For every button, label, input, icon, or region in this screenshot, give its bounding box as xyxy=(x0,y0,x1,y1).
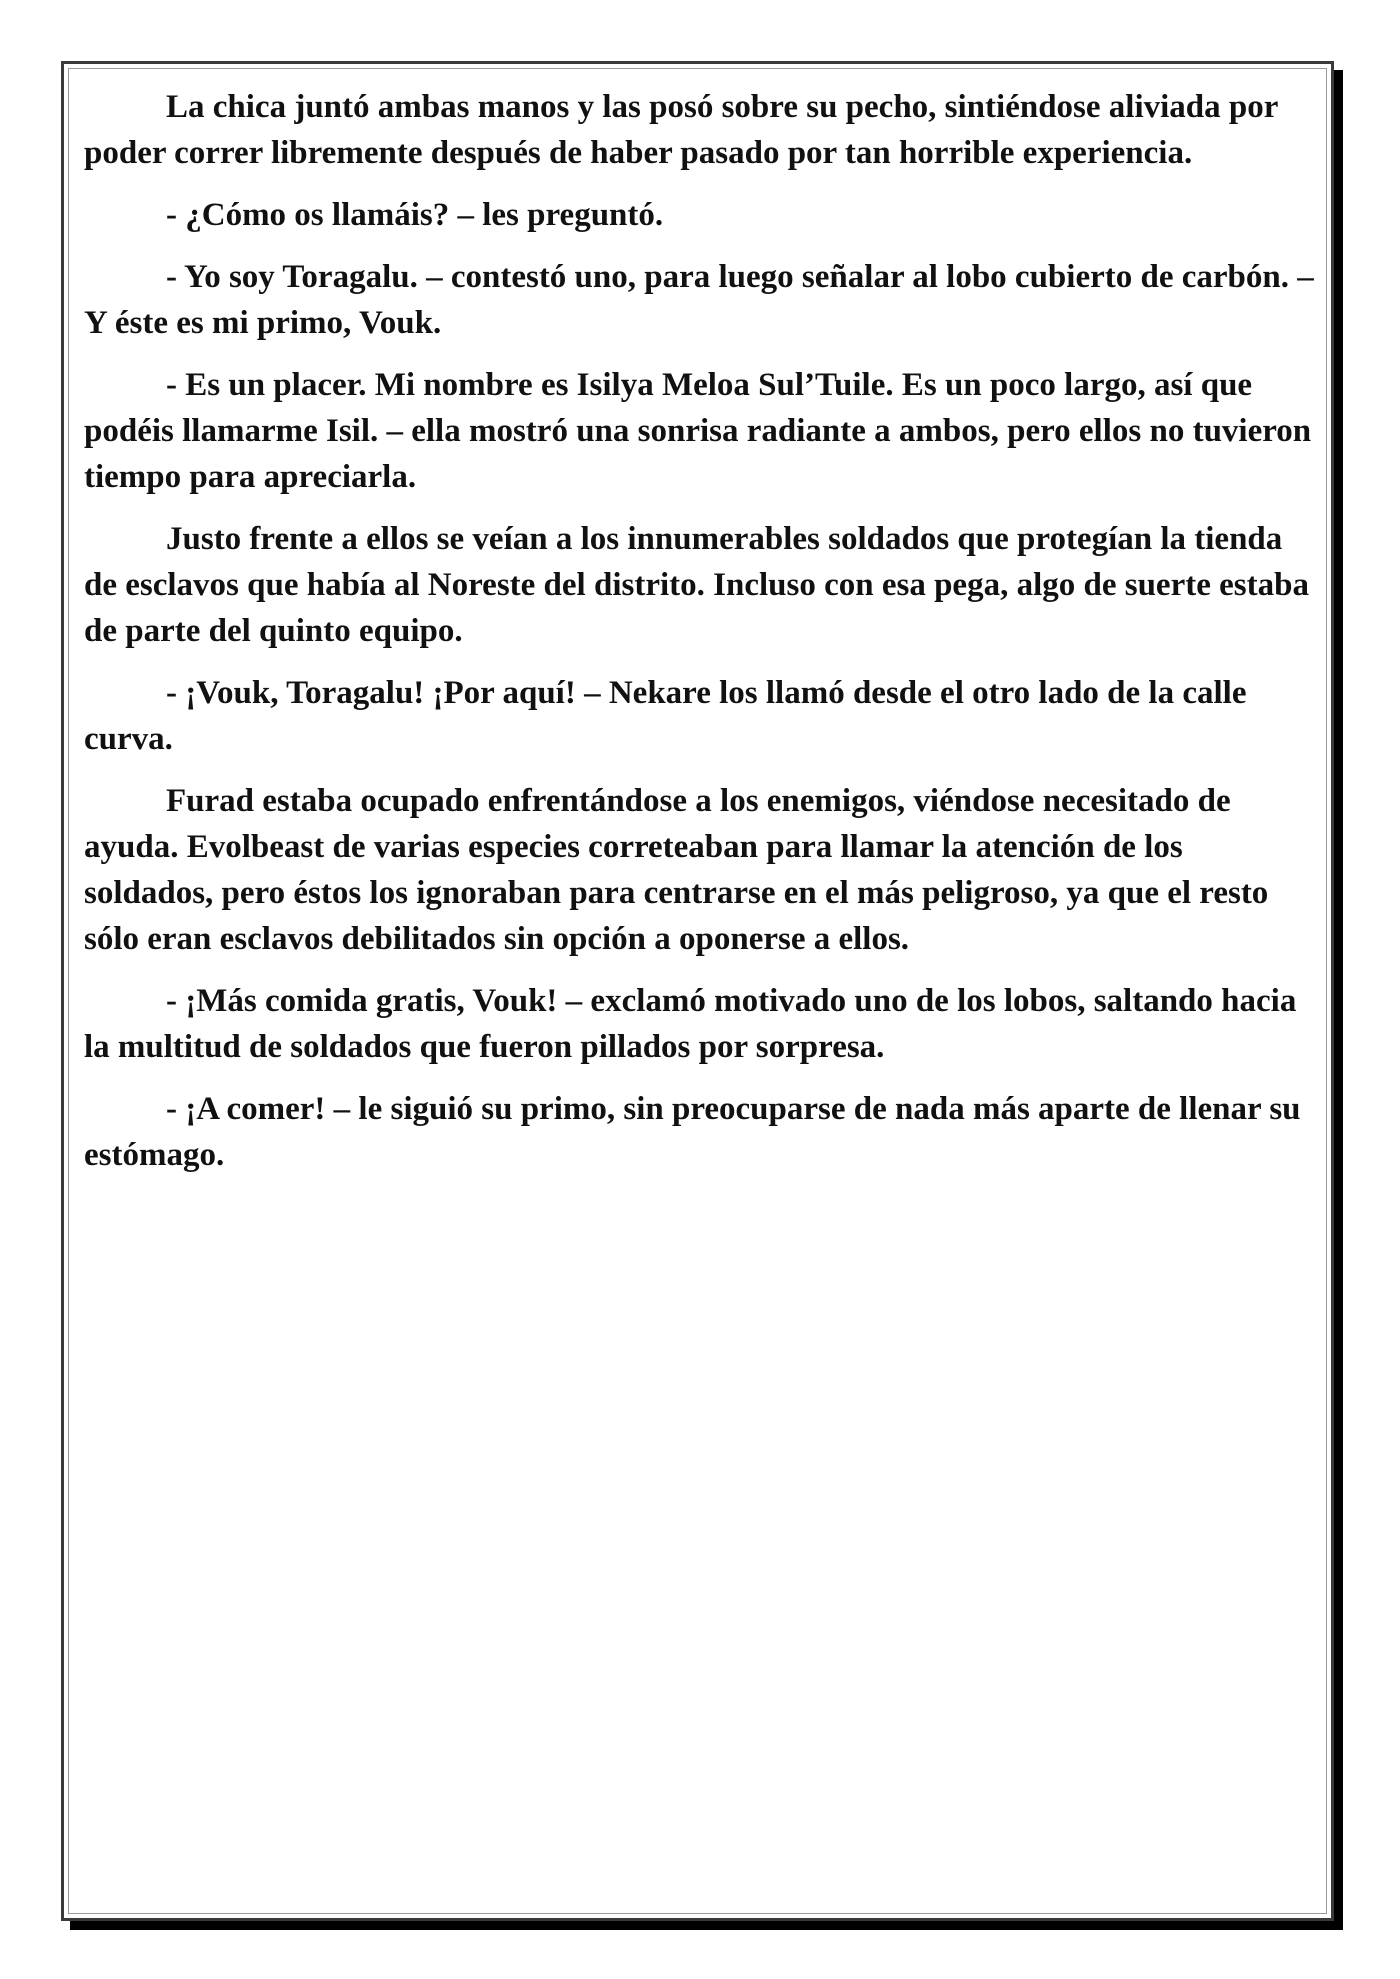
paragraph: - Yo soy Toragalu. – contestó uno, para luego señalar al lobo cubierto de carbón. – Y éste es mi primo, Vouk. xyxy=(84,259,1314,341)
paragraph: Justo frente a ellos se veían a los innumerables soldados que protegían la tienda de esclavos que había al Noreste del distrito. Incluso con esa pega, algo de suerte estaba de parte del quinto equipo. xyxy=(84,521,1309,649)
paragraph: La chica juntó ambas manos y las posó sobre su pecho, sintiéndose aliviada por poder correr libremente después de haber pasado por tan horrible experiencia. xyxy=(84,89,1278,171)
paragraph: - ¡Más comida gratis, Vouk! – exclamó motivado uno de los lobos, saltando hacia la multitud de soldados que fueron pillados por sorpresa. xyxy=(84,983,1297,1065)
paragraph: - ¿Cómo os llamáis? – les preguntó. xyxy=(166,197,664,233)
page-body xyxy=(84,84,1316,1194)
paragraph: Furad estaba ocupado enfrentándose a los enemigos, viéndose necesitado de ayuda. Evolbeast de varias especies correteaban para llamar la atención de los soldados, pero éstos los ignoraban para centrarse en el más peligroso, ya que el resto sólo eran esclavos debilitados sin opción a oponerse a ellos. xyxy=(84,783,1269,957)
paragraph: - ¡A comer! – le siguió su primo, sin preocuparse de nada más aparte de llenar su estómago. xyxy=(84,1091,1301,1173)
paragraph: - Es un placer. Mi nombre es Isilya Meloa Sul’Tuile. Es un poco largo, así que podéis llamarme Isil. – ella mostró una sonrisa radiante a ambos, pero ellos no tuvieron tiempo para apreciarla. xyxy=(84,367,1312,495)
paragraph: - ¡Vouk, Toragalu! ¡Por aquí! – Nekare los llamó desde el otro lado de la calle curva. xyxy=(84,675,1247,757)
